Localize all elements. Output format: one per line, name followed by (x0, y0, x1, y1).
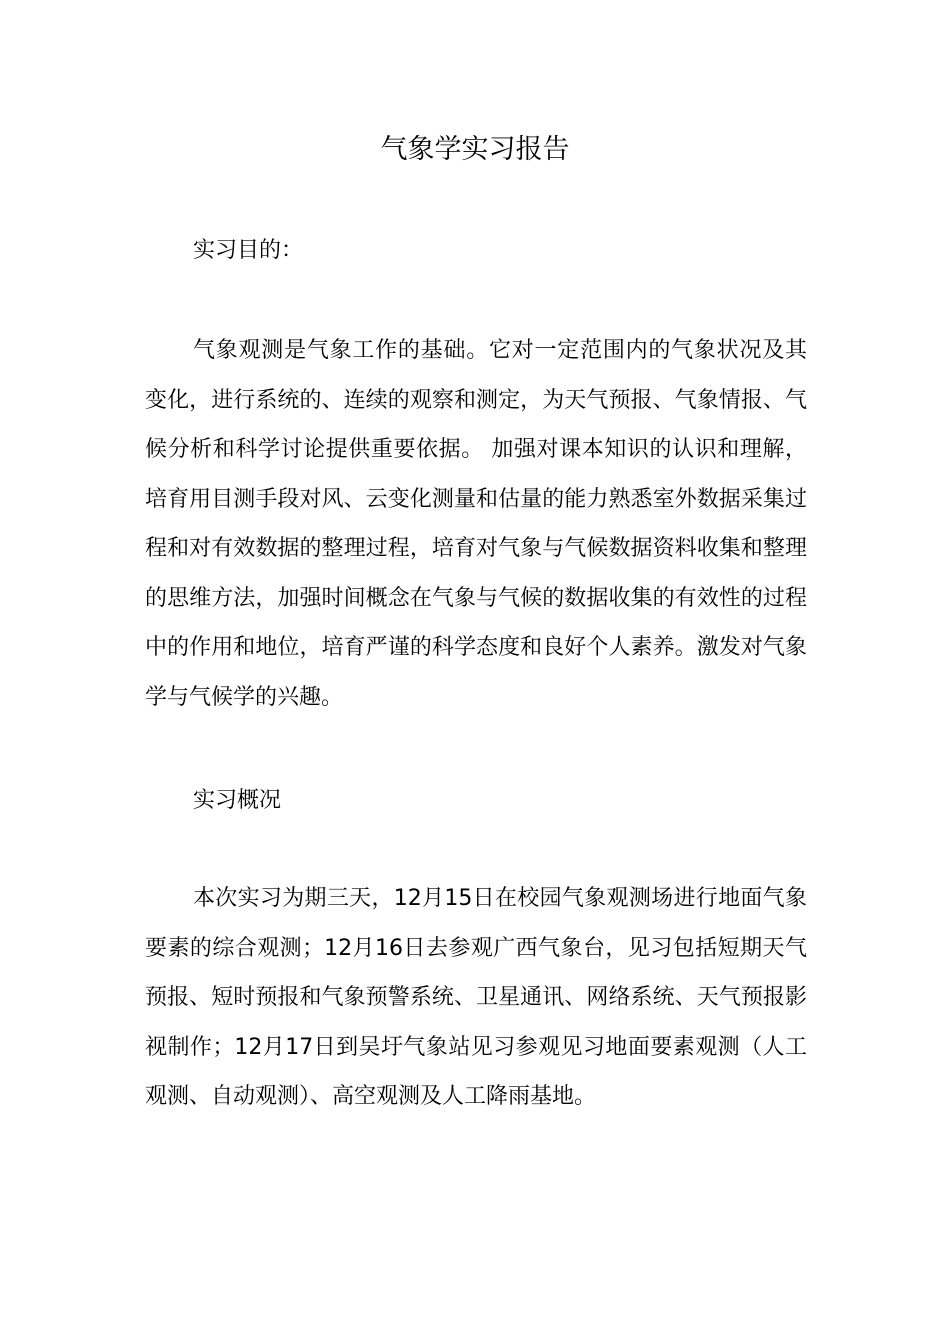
section-paragraph-purpose: 气象观测是气象工作的基础。它对一定范围内的气象状况及其变化，进行系统的、连续的观察和测定，为天气预报、气象情报、气候分析和科学讨论提供重要依据。 加强对课本知识的认识和理解，培育用目测手段对风、云变化测量和估量的能力熟悉室外数据采集过程和对有效数据的整理过程，培育对气象与气候数据资料收集和整理的思维方法，加强时间概念在气象与气候的数据收集的有效性的过程中的作用和地位，培育严谨的科学态度和良好个人素养。激发对气象学与气候学的兴趣。 (145, 338, 807, 710)
section-heading-overview: 实习概况 (193, 788, 282, 813)
section-heading-purpose: 实习目的： (193, 238, 304, 263)
document-title: 气象学实习报告 (380, 134, 570, 165)
section-paragraph-overview: 本次实习为期三天，12月15日在校园气象观测场进行地面气象要素的综合观测；12月16日去参观广西气象台，见习包括短期天气预报、短时预报和气象预警系统、卫星通讯、网络系统、天气预报影视制作；12月17日到吴圩气象站见习参观见习地面要素观测（人工观测、自动观测）、高空观测及人工降雨基地。 (145, 886, 807, 1109)
